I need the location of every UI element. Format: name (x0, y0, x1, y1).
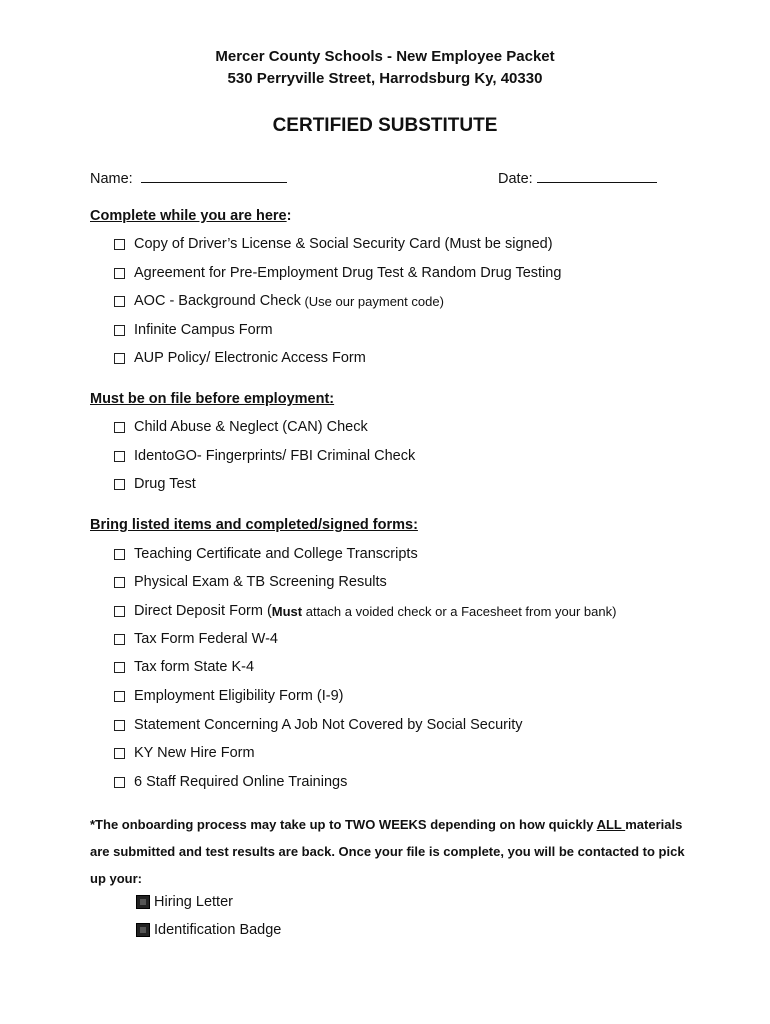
section-heading-text: Complete while you are here (90, 208, 287, 224)
checklist-item (114, 293, 444, 309)
checkbox[interactable] (114, 451, 125, 462)
page-title: CERTIFIED SUBSTITUTE (272, 115, 498, 136)
item-label: Drug Test (134, 476, 196, 492)
item-label: Child Abuse & Neglect (CAN) Check (134, 419, 368, 435)
item-note: attach a voided check or a Facesheet from your bank) (302, 603, 617, 619)
checklist-item (114, 659, 254, 675)
item-label: Teaching Certificate and College Transcripts (134, 546, 418, 562)
checked-box-icon[interactable] (136, 923, 150, 937)
item-label: KY New Hire Form (134, 745, 255, 761)
item-label: Tax Form Federal W-4 (134, 631, 278, 647)
checklist-item (114, 476, 196, 492)
checkbox[interactable] (114, 777, 125, 788)
checklist-item (114, 717, 522, 733)
checkbox[interactable] (114, 577, 125, 588)
item-label: IdentoGO- Fingerprints/ FBI Criminal Check (134, 448, 416, 464)
name-field (90, 168, 287, 187)
section-heading-bring: Bring listed items and completed/signed forms: (90, 517, 418, 533)
item-emphasis: Must (271, 603, 303, 619)
pickup-label: Hiring Letter (154, 894, 233, 910)
item-label: 6 Staff Required Online Trainings (134, 774, 348, 790)
checklist-item (114, 546, 418, 562)
checklist-item (114, 745, 255, 761)
checkbox[interactable] (114, 748, 125, 759)
checkbox[interactable] (114, 325, 125, 336)
checkbox[interactable] (114, 691, 125, 702)
checkbox[interactable] (114, 720, 125, 731)
section-heading-here (90, 208, 291, 224)
checklist-item (114, 350, 366, 366)
item-note: (Use our payment code) (300, 293, 444, 309)
item-label: AUP Policy/ Electronic Access Form (134, 350, 366, 366)
date-line[interactable] (537, 168, 657, 183)
checklist-item (114, 631, 278, 647)
pickup-item (136, 894, 233, 910)
pickup-label: Identification Badge (154, 922, 282, 938)
checkbox[interactable] (114, 353, 125, 364)
checkbox[interactable] (114, 422, 125, 433)
item-label: Employment Eligibility Form (I-9) (134, 688, 344, 704)
pickup-item (136, 922, 281, 938)
checklist-item (114, 574, 387, 590)
checkbox[interactable] (114, 634, 125, 645)
item-label: Infinite Campus Form (134, 322, 273, 338)
checklist-item (114, 419, 368, 435)
checkbox[interactable] (114, 549, 125, 560)
date-label: Date: (498, 171, 533, 187)
checkbox[interactable] (114, 662, 125, 673)
checkbox[interactable] (114, 606, 125, 617)
item-label: Physical Exam & TB Screening Results (134, 574, 387, 590)
checked-box-icon[interactable] (136, 895, 150, 909)
item-label: Statement Concerning A Job Not Covered by Social Security (134, 717, 523, 733)
checkbox[interactable] (114, 296, 125, 307)
section-heading-file: Must be on file before employment: (90, 391, 335, 407)
item-label: Copy of Driver’s License & Social Security Card (Must be signed) (134, 236, 553, 252)
note-text: *The onboarding process may take up to TWO WEEKS depending on how quickly (90, 817, 597, 832)
checklist-item (114, 322, 273, 338)
item-label: Tax form State K-4 (134, 659, 255, 675)
date-field (498, 168, 657, 187)
section-heading-colon: : (286, 208, 292, 224)
header-address: 530 Perryville Street, Harrodsburg Ky, 40330 (227, 70, 543, 87)
checkbox[interactable] (114, 479, 125, 490)
checkbox[interactable] (114, 268, 125, 279)
item-label: Agreement for Pre-Employment Drug Test & Random Drug Testing (134, 265, 562, 281)
item-label: AOC - Background Check (134, 293, 301, 309)
checklist-item (114, 236, 553, 252)
checklist-item (114, 448, 415, 464)
checklist-item (114, 774, 347, 790)
checkbox[interactable] (114, 239, 125, 250)
checklist-item (114, 603, 616, 619)
checklist-item (114, 265, 561, 281)
onboarding-note (90, 811, 690, 892)
name-line[interactable] (141, 168, 287, 183)
note-text: materials are submitted and test results are back. Once your file is complete, you will be contacted to pick up your: (90, 817, 685, 886)
header-school: Mercer County Schools - New Employee Packet (215, 48, 555, 65)
item-label: Direct Deposit Form ( (134, 603, 272, 619)
note-emphasis: ALL (596, 817, 626, 832)
name-label: Name: (90, 171, 133, 187)
checklist-item (114, 688, 344, 704)
